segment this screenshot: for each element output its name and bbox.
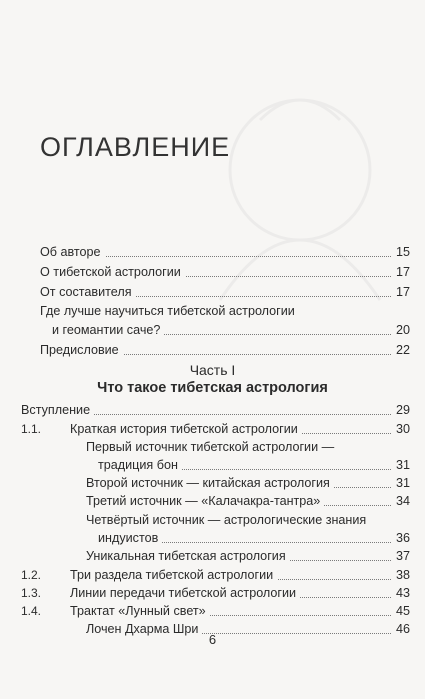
toc-entry-page: 34 <box>392 491 410 511</box>
toc-entry-label: Линии передачи тибетской астрологии <box>70 583 300 603</box>
toc-entry[interactable] <box>0 491 425 511</box>
toc-entry-page: 20 <box>392 320 410 340</box>
toc-entry[interactable] <box>0 419 425 439</box>
toc-entry[interactable] <box>0 262 425 282</box>
toc-entry[interactable] <box>0 242 425 262</box>
toc-entry-page: 17 <box>392 262 410 282</box>
toc-entry-label: От составителя <box>40 282 136 302</box>
toc-entry-page: 29 <box>392 400 410 420</box>
part-subtitle: Что такое тибетская астрология <box>97 380 328 396</box>
toc-entry-label: индуистов <box>98 528 162 548</box>
toc-entry-label: Краткая история тибетской астрологии <box>70 419 302 439</box>
toc-entry-label: Трактат «Лунный свет» <box>70 601 210 621</box>
part-title: Часть I <box>189 362 236 378</box>
toc-entry[interactable] <box>0 282 425 302</box>
toc-entry[interactable] <box>0 528 425 548</box>
dot-leader <box>60 256 397 257</box>
toc-entry-label: Три раздела тибетской астрологии <box>70 565 277 585</box>
toc-entry-page: 31 <box>392 455 410 475</box>
toc-entry-number: 1.1. <box>21 422 42 436</box>
toc-entry-label: Лочен Дхарма Шри <box>86 619 202 639</box>
toc-entry[interactable] <box>0 473 425 493</box>
toc-entry[interactable] <box>0 565 425 585</box>
toc-entry[interactable] <box>0 455 425 475</box>
toc-entry-label-line1: Первый источник тибетской астрологии — <box>86 440 335 454</box>
toc-entry-label: Вступление <box>21 400 94 420</box>
toc-entry-page: 17 <box>392 282 410 302</box>
toc-entry-label-line1: Четвёртый источник — астрологические знания <box>86 513 367 527</box>
toc-entry-page: 36 <box>392 528 410 548</box>
toc-entry-label: Предисловие <box>40 340 123 360</box>
toc-entry-page: 30 <box>392 419 410 439</box>
toc-entry[interactable] <box>0 601 425 621</box>
toc-entry-number: 1.4. <box>21 604 42 618</box>
toc-entry-number: 1.3. <box>21 586 42 600</box>
toc-entry[interactable] <box>0 400 425 420</box>
toc-entry[interactable] <box>0 546 425 566</box>
toc-entry[interactable] <box>0 583 425 603</box>
toc-entry-page: 31 <box>392 473 410 493</box>
toc-entry-page: 38 <box>392 565 410 585</box>
toc-entry-number: 1.2. <box>21 568 42 582</box>
toc-entry-label: традиция бон <box>98 455 182 475</box>
toc-entry-label: Третий источник — «Калачакра-тантра» <box>86 491 324 511</box>
page-number: 6 <box>208 632 217 647</box>
toc-entry-page: 15 <box>392 242 410 262</box>
toc-entry[interactable] <box>0 340 425 360</box>
toc-entry-label: Второй источник — китайская астрология <box>86 473 334 493</box>
toc-entry-page: 43 <box>392 583 410 603</box>
toc-entry-label: и геомантии саче? <box>52 320 164 340</box>
toc-entry-page: 37 <box>392 546 410 566</box>
toc-entry-page: 45 <box>392 601 410 621</box>
toc-entry-page: 46 <box>392 619 410 639</box>
toc-entry-page: 22 <box>392 340 410 360</box>
toc-entry-label: Об авторе <box>40 242 105 262</box>
toc-entry-label: О тибетской астрологии <box>40 262 185 282</box>
toc-entry-label-line1: Где лучше научиться тибетской астрологии <box>40 304 295 318</box>
toc-entry[interactable] <box>0 320 425 340</box>
toc-heading: ОГЛАВЛЕНИЕ <box>40 132 231 162</box>
toc-entry-label: Уникальная тибетская астрология <box>86 546 290 566</box>
